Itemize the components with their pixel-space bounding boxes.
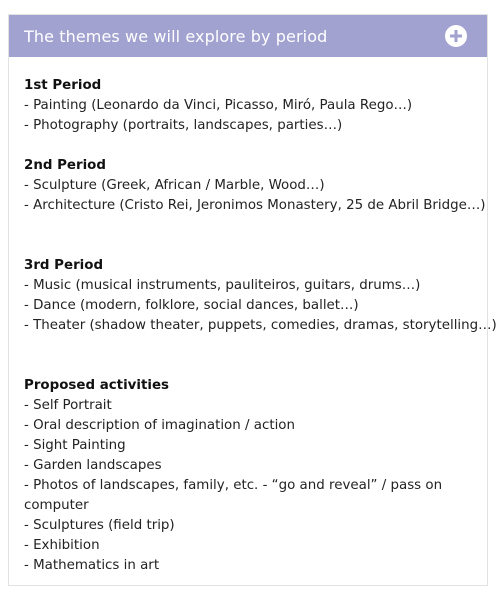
plus-circle-icon[interactable]	[445, 25, 467, 47]
list-item: - Dance (modern, folklore, social dances, ballet…)	[24, 298, 359, 313]
section-3rd-period	[24, 256, 497, 336]
section-title: 1st Period	[24, 78, 102, 93]
list-item: - Sculpture (Greek, African / Marble, Wood…)	[24, 178, 325, 193]
list-item: - Sculptures (field trip)	[24, 518, 175, 533]
section-title: 2nd Period	[24, 158, 106, 173]
section-proposed-activities	[24, 376, 471, 576]
list-item: - Photos of landscapes, family, etc. - “go and reveal” / pass on computer	[24, 478, 443, 513]
list-item: - Music (musical instruments, pauliteiros, guitars, drums…)	[24, 278, 421, 293]
accordion-title: The themes we will explore by period	[24, 26, 328, 46]
list-item: - Photography (portraits, landscapes, parties…)	[24, 118, 343, 133]
list-item: - Self Portrait	[24, 398, 112, 413]
accordion-content	[9, 57, 497, 576]
list-item: - Architecture (Cristo Rei, Jeronimos Monastery, 25 de Abril Bridge…)	[24, 198, 486, 213]
list-item: - Mathematics in art	[24, 558, 160, 573]
list-item: - Oral description of imagination / action	[24, 418, 295, 433]
list-item: - Theater (shadow theater, puppets, comedies, dramas, storytelling…)	[24, 318, 497, 333]
list-item: - Sight Painting	[24, 438, 126, 453]
section-1st-period	[24, 76, 471, 136]
list-item: - Exhibition	[24, 538, 100, 553]
list-item: - Painting (Leonardo da Vinci, Picasso, Miró, Paula Rego…)	[24, 98, 413, 113]
section-title: 3rd Period	[24, 258, 104, 273]
themes-accordion-panel	[8, 14, 497, 586]
section-title: Proposed activities	[24, 378, 170, 393]
section-2nd-period	[24, 156, 486, 216]
list-item: - Garden landscapes	[24, 458, 162, 473]
accordion-header[interactable]	[9, 15, 487, 57]
